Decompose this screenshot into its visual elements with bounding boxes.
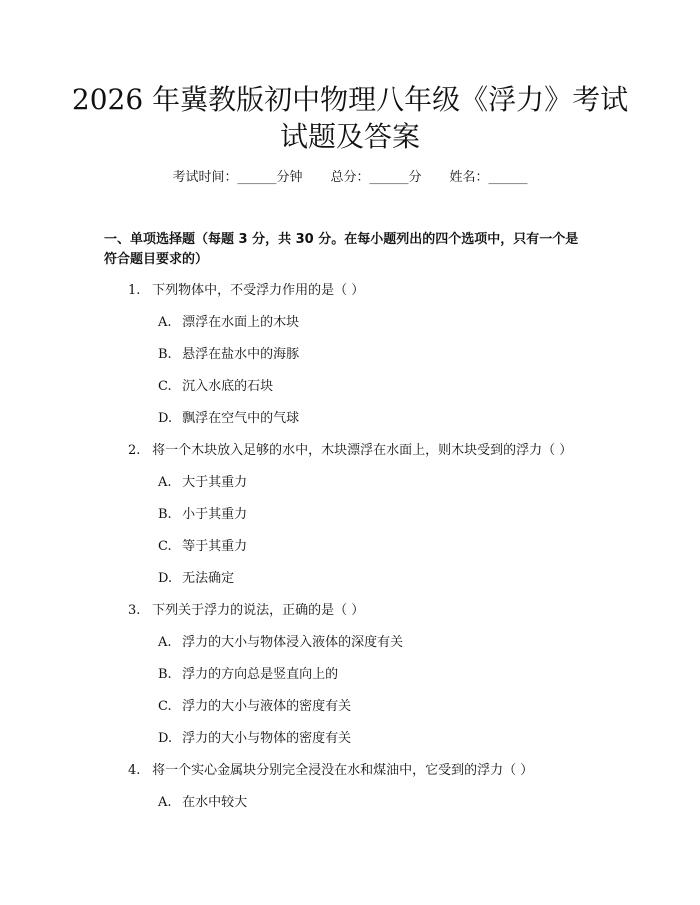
option-text: 等于其重力 [182,539,248,554]
option-3a [158,633,403,653]
question-2 [128,441,572,461]
option-2c [158,537,247,557]
option-1d [158,409,299,429]
option-letter: B. [158,667,172,682]
option-1a [158,313,299,333]
option-2a [158,473,247,493]
option-text: 飘浮在空气中的气球 [182,411,300,426]
option-1b [158,345,299,365]
student-name-field: 姓名：______ [449,170,528,185]
option-text: 浮力的大小与物体的密度有关 [182,731,352,746]
option-text: 浮力的方向总是竖直向上的 [182,667,339,682]
option-2b [158,505,247,525]
section-heading-line-2: 符合题目要求的） [104,252,209,267]
option-text: 悬浮在盐水中的海豚 [182,347,300,362]
question-4 [128,761,533,781]
question-number: 3. [128,603,141,618]
option-text: 浮力的大小与物体浸入液体的深度有关 [182,635,404,650]
question-text: 将一个实心金属块分别完全浸没在水和煤油中，它受到的浮力（ ） [152,763,534,778]
total-score-field: 总分：______分 [330,170,422,185]
question-number: 1. [128,283,141,298]
option-text: 在水中较大 [182,795,248,810]
exam-time-field: 考试时间：______分钟 [172,170,303,185]
option-letter: C. [158,699,172,714]
question-text: 将一个木块放入足够的水中，木块漂浮在水面上，则木块受到的浮力（ ） [152,443,573,458]
option-3d [158,729,351,749]
section-heading-line-1: 一、单项选择题（每题 3 分，共 30 分。在每小题列出的四个选项中，只有一个是 [104,232,579,247]
option-letter: D. [158,571,173,586]
option-letter: A. [158,635,172,650]
option-letter: B. [158,507,172,522]
option-letter: B. [158,347,172,362]
option-1c [158,377,273,397]
question-number: 4. [128,763,141,778]
option-3b [158,665,338,685]
option-4a [158,793,247,813]
option-text: 浮力的大小与液体的密度有关 [182,699,352,714]
option-3c [158,697,351,717]
option-letter: A. [158,315,172,330]
document-title-line-2: 试题及答案 [279,120,420,153]
exam-info [0,168,700,188]
question-text: 下列关于浮力的说法，正确的是（ ） [152,603,365,618]
option-letter: C. [158,539,172,554]
question-number: 2. [128,443,141,458]
option-text: 小于其重力 [182,507,248,522]
option-text: 大于其重力 [182,475,248,490]
option-letter: D. [158,731,173,746]
option-letter: A. [158,475,172,490]
question-1 [128,281,364,301]
option-letter: A. [158,795,172,810]
option-text: 无法确定 [182,571,235,586]
question-text: 下列物体中，不受浮力作用的是（ ） [152,283,365,298]
document-title-line-1: 2026 年冀教版初中物理八年级《浮力》考试 [71,83,629,116]
option-letter: D. [158,411,173,426]
option-text: 漂浮在水面上的木块 [182,315,300,330]
question-3 [128,601,364,621]
option-2d [158,569,234,589]
option-text: 沉入水底的石块 [182,379,274,394]
option-letter: C. [158,379,172,394]
